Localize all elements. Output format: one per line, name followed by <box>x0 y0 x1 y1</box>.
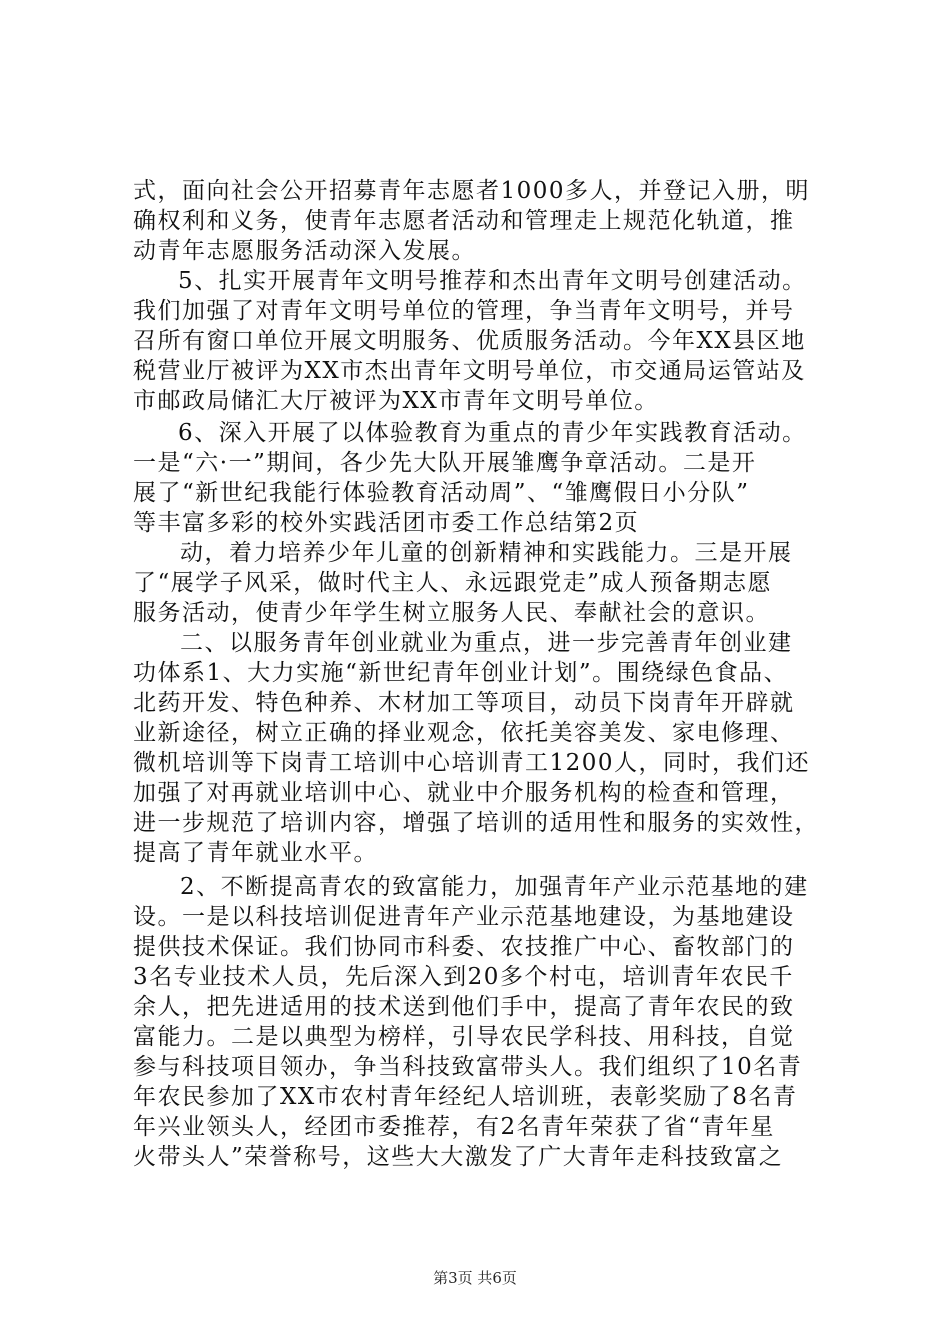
text-line: 功体系1、大力实施“新世纪青年创业计划”。围绕绿色食品、 <box>133 660 789 686</box>
text-line: 一是“六·一”期间，各少先大队开展雏鹰争章活动。二是开 <box>133 450 757 476</box>
text-line: 了“展学子风采，做时代主人、永远跟党走”成人预备期志愿 <box>133 570 773 596</box>
text-line: 火带头人”荣誉称号，这些大大激发了广大青年走科技致富之 <box>133 1144 784 1170</box>
text-line: 服务活动，使青少年学生树立服务人民、奉献社会的意识。 <box>133 600 770 626</box>
text-line: 富能力。二是以典型为榜样，引导农民学科技、用科技，自觉 <box>133 1024 795 1050</box>
page-number-label: 第3页 共6页 <box>433 1269 517 1287</box>
text-line: 北药开发、特色种养、木材加工等项目，动员下岗青年开辟就 <box>133 690 795 716</box>
page-footer <box>0 1268 950 1288</box>
text-line: 展了“新世纪我能行体验教育活动周”、“雏鹰假日小分队” <box>133 480 750 506</box>
text-line: 3名专业技术人员，先后深入到20多个村屯，培训青年农民千 <box>133 964 794 990</box>
text-line: 等丰富多彩的校外实践活团市委工作总结第2页 <box>133 510 640 536</box>
text-line: 召所有窗口单位开展文明服务、优质服务活动。今年XX县区地 <box>133 328 806 354</box>
text-line: 微机培训等下岗青工培训中心培训青工1200人，同时，我们还 <box>133 750 811 776</box>
text-line: 5、扎实开展青年文明号推荐和杰出青年文明号创建活动。 <box>178 268 807 294</box>
text-line: 年农民参加了XX市农村青年经纪人培训班，表彰奖励了8名青 <box>133 1084 798 1110</box>
text-line: 参与科技项目领办，争当科技致富带头人。我们组织了10名青 <box>133 1054 803 1080</box>
text-line: 年兴业领头人，经团市委推荐，有2名青年荣获了省“青年星 <box>133 1114 775 1140</box>
text-line: 设。一是以科技培训促进青年产业示范基地建设，为基地建设 <box>133 904 795 930</box>
text-line: 动，着力培养少年儿童的创新精神和实践能力。三是开展 <box>180 540 793 566</box>
text-line: 6、深入开展了以体验教育为重点的青少年实践教育活动。 <box>178 420 807 446</box>
text-line: 进一步规范了培训内容，增强了培训的适用性和服务的实效性， <box>133 810 819 836</box>
text-line: 提供技术保证。我们协同市科委、农技推广中心、畜牧部门的 <box>133 934 795 960</box>
text-line: 确权利和义务，使青年志愿者活动和管理走上规范化轨道，推 <box>133 208 795 234</box>
text-line: 式，面向社会公开招募青年志愿者1000多人，并登记入册，明 <box>133 178 811 204</box>
text-line: 加强了对再就业培训中心、就业中介服务机构的检查和管理， <box>133 780 795 806</box>
text-line: 余人，把先进适用的技术送到他们手中，提高了青年农民的致 <box>133 994 795 1020</box>
text-line: 二、以服务青年创业就业为重点，进一步完善青年创业建 <box>180 630 793 656</box>
text-line: 2、不断提高青农的致富能力，加强青年产业示范基地的建 <box>180 874 809 900</box>
text-line: 税营业厅被评为XX市杰出青年文明号单位，市交通局运管站及 <box>133 358 806 384</box>
text-line: 业新途径，树立正确的择业观念，依托美容美发、家电修理、 <box>133 720 795 746</box>
text-line: 动青年志愿服务活动深入发展。 <box>133 238 476 264</box>
text-line: 我们加强了对青年文明号单位的管理，争当青年文明号，并号 <box>133 298 795 324</box>
text-line: 市邮政局储汇大厅被评为XX市青年文明号单位。 <box>133 388 659 414</box>
text-line: 提高了青年就业水平。 <box>133 840 378 866</box>
